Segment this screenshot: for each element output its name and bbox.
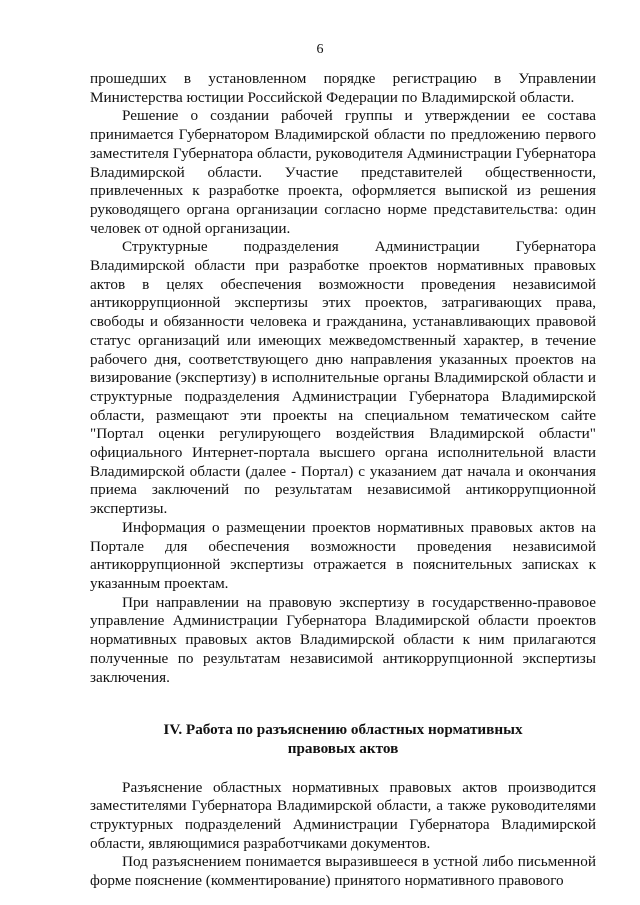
- paragraph-portal-info: Информация о размещении проектов нормативных правовых актов на Портале для обеспечения возможности проведения независимой антикоррупционной экспертизы отражается в пояснительных записках к указанным проектам.: [90, 518, 596, 592]
- section-heading-line2: правовых актов: [287, 739, 399, 757]
- paragraph-working-group: Решение о создании рабочей группы и утверждении ее состава принимается Губернатором Владимирской области по предложению первого заместителя Губернатора области, руководителя Администрации Губернатора Владимирской области. Участие представителей общественности, привлеченных к разработке проекта, оформляется выпиской из решения руководящего органа организации согласно норме представительства: один человек от одной организации.: [90, 107, 596, 237]
- paragraph-explanation-definition: Под разъяснением понимается выразившееся в устной либо письменной форме пояснение (комментирование) принятого нормативного правового: [90, 853, 596, 890]
- paragraph-continuation: прошедших в установленном порядке регистрацию в Управлении Министерства юстиции Российской Федерации по Владимирской области.: [90, 70, 596, 106]
- section-heading-line1: IV. Работа по разъяснению областных нормативных: [163, 721, 523, 739]
- page-number: 6: [316, 42, 324, 57]
- section-heading: [90, 721, 596, 758]
- paragraph-legal-review: При направлении на правовую экспертизу в государственно-правовое управление Администрации Губернатора Владимирской области проектов нормативных правовых актов Владимирской области к ним прилагаются полученные по результатам независимой антикоррупционной экспертизы заключения.: [90, 593, 596, 686]
- document-body: [90, 70, 596, 891]
- paragraph-structural-units: Структурные подразделения Администрации Губернатора Владимирской области при разработке проектов нормативных правовых актов в целях обеспечения возможности проведения независимой антикоррупционной экспертизы этих проектов, затрагивающих права, свободы и обязанности человека и гражданина, устанавливающих правовой статус организаций или имеющих межведомственный характер, в течение рабочего дня, соответствующего дню направления указанных проектов на визирование (экспертизу) в исполнительные органы Владимирской области и структурные подразделения Администрации Губернатора Владимирской области, размещают эти проекты на специальном тематическом сайте "Портал оценки регулирующего воздействия Владимирской области" официального Интернет-портала высшего органа исполнительной власти Владимирской области (далее - Портал) с указанием дат начала и окончания приема заключений по результатам независимой антикоррупционной экспертизы.: [90, 238, 596, 518]
- paragraph-explanation: Разъяснение областных нормативных правовых актов производится заместителями Губернатора Владимирской области, а также руководителями структурных подразделений Администрации Губернатора Владимирской области, являющимися разработчиками документов.: [90, 778, 596, 852]
